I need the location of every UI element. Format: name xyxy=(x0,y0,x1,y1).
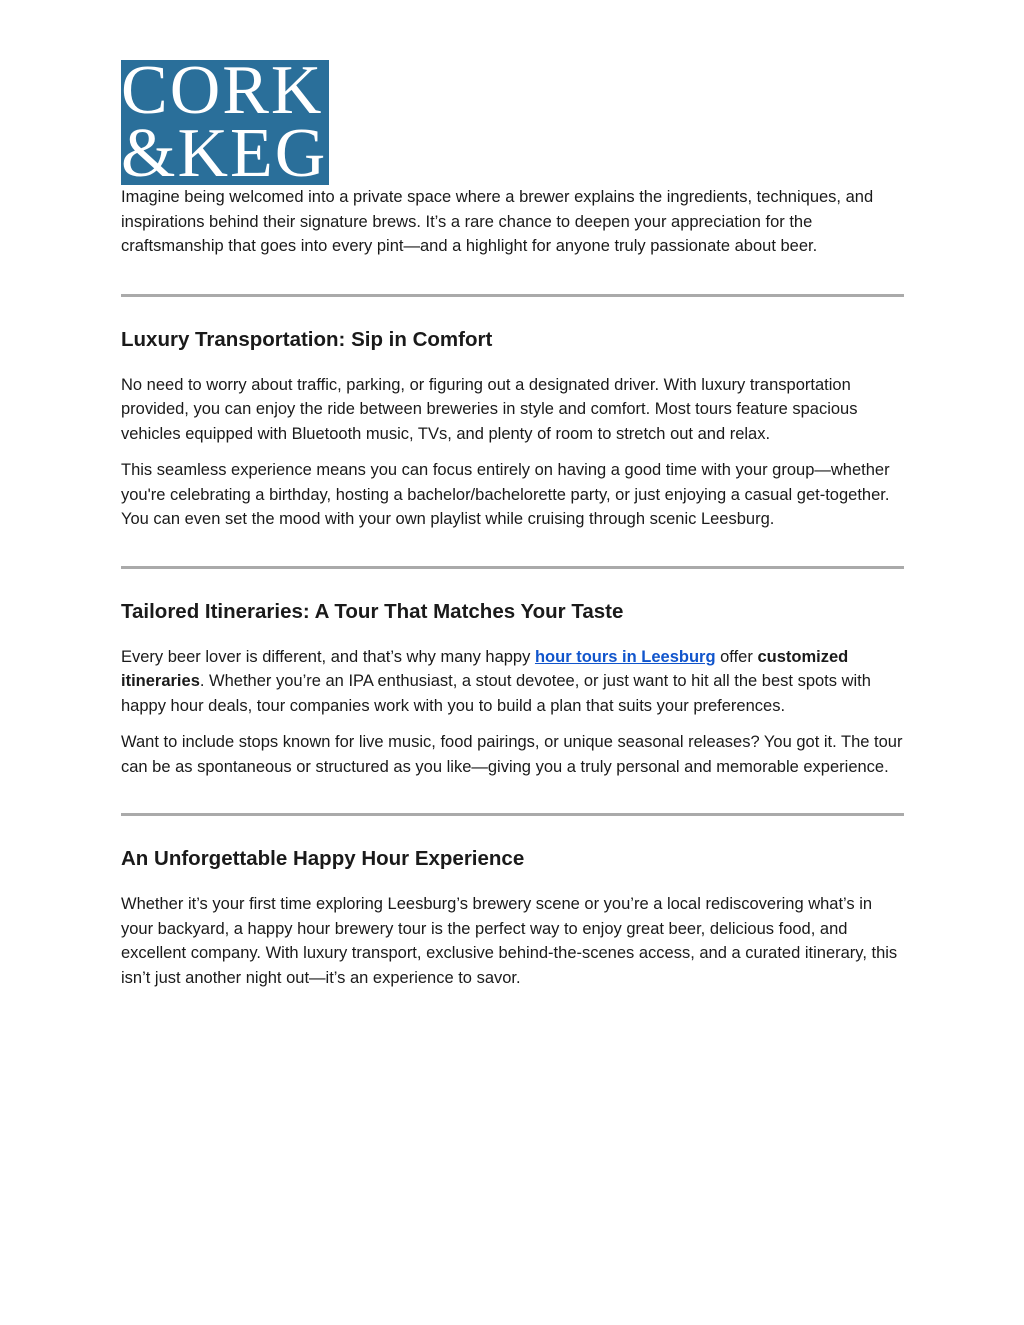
logo-line-2: &KEG xyxy=(121,115,328,185)
section-divider xyxy=(121,566,904,569)
section-divider xyxy=(121,813,904,816)
section-heading: An Unforgettable Happy Hour Experience xyxy=(121,847,525,870)
document-page xyxy=(121,60,905,990)
logo-line-1: CORK xyxy=(121,60,324,129)
paragraph-text: Every beer lover is different, and that’s why many happy xyxy=(121,647,535,666)
section-paragraph: Whether it’s your first time exploring Leesburg’s brewery scene or you’re a local rediscovering what’s in your backyard, a happy hour brewery tour is the perfect way to enjoy great beer, delicious food, and excellent company. With luxury transport, exclusive behind-the-scenes access, and a curated itinerary, this isn’t just another night out—it’s an experience to savor. xyxy=(121,895,898,987)
paragraph-text: . Whether you’re an IPA enthusiast, a stout devotee, or just want to hit all the best spots with happy hour deals, tour companies work with you to build a plan that suits your preferences. xyxy=(121,672,871,715)
intro-paragraph: Imagine being welcomed into a private space where a brewer explains the ingredients, techniques, and inspirations behind their signature brews. It’s a rare chance to deepen your appreciation for the craftsmanship that goes into every pint—and a highlight for anyone truly passionate about beer. xyxy=(121,188,874,255)
section-paragraph xyxy=(121,645,905,719)
paragraph-text: offer xyxy=(715,647,758,666)
section-divider xyxy=(121,294,904,297)
bold-text: customized itineraries xyxy=(121,647,849,690)
section-heading: Tailored Itineraries: A Tour That Matches Your Taste xyxy=(121,599,624,623)
section-paragraph: Want to include stops known for live music, food pairings, or unique seasonal releases? You got it. The tour can be as spontaneous or structured as you like—giving you a truly personal and memorable experience. xyxy=(121,733,903,776)
section-heading: Luxury Transportation: Sip in Comfort xyxy=(121,327,493,351)
section-paragraph: This seamless experience means you can focus entirely on having a good time with your group—whether you're celebrating a birthday, hosting a bachelor/bachelorette party, or just enjoying a casual get-together. You can even set the mood with your own playlist while cruising through scenic Leesburg. xyxy=(121,461,890,528)
cork-and-keg-logo xyxy=(121,60,329,185)
hour-tours-link[interactable]: hour tours in Leesburg xyxy=(534,647,716,666)
section-paragraph: No need to worry about traffic, parking, or figuring out a designated driver. With luxury transportation provided, you can enjoy the ride between breweries in style and comfort. Most tours feature spacious vehicles equipped with Bluetooth music, TVs, and plenty of room to stretch out and relax. xyxy=(121,375,858,443)
